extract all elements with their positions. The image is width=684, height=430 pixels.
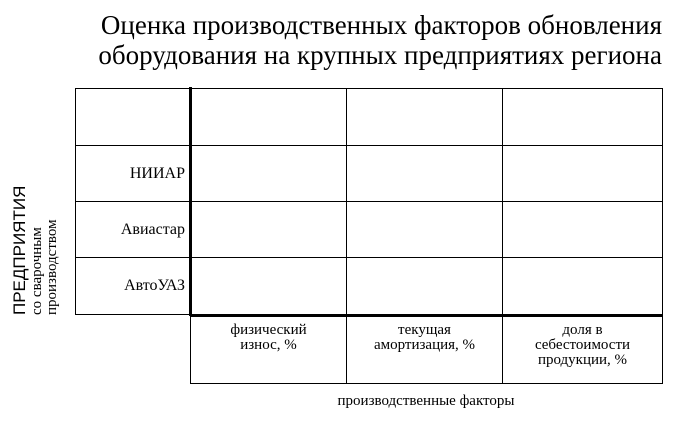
axis-divider-vertical (189, 87, 192, 316)
header-row (76, 89, 663, 146)
grid-cell (503, 89, 663, 146)
grid-cell (503, 258, 663, 315)
column-header-line: амортизация, % (373, 337, 476, 353)
grid-cell (191, 202, 347, 258)
y-axis-label (10, 75, 70, 315)
x-axis-label: производственные факторы (337, 393, 515, 409)
table-row (76, 202, 663, 258)
factor-grid (75, 88, 663, 315)
y-axis-sub-label-1: со сварочным (29, 227, 45, 315)
column-header-line: текущая (398, 322, 451, 338)
table-row (76, 258, 663, 315)
grid-cell (191, 89, 347, 146)
corner-cell (76, 89, 191, 146)
grid-cell (347, 202, 503, 258)
y-axis-main-label: ПРЕДПРИЯТИЯ (10, 185, 29, 315)
row-label-avtouaz: АвтоУАЗ (76, 258, 191, 315)
column-header-physical-wear (191, 316, 347, 384)
row-label-niiar: НИИАР (76, 146, 191, 202)
grid-cell (347, 89, 503, 146)
column-header-line: износ, % (240, 337, 297, 353)
grid-cell (347, 258, 503, 315)
row-label-aviastar: Авиастар (76, 202, 191, 258)
grid-cell (347, 146, 503, 202)
axis-divider-horizontal (190, 314, 662, 317)
column-header-cost-share (503, 316, 663, 384)
title-line-2: оборудования на крупных предприятиях региона (98, 40, 662, 70)
column-header-row (191, 316, 663, 384)
y-axis-sub-label-2: производством (44, 219, 60, 315)
grid-cell (503, 202, 663, 258)
column-header-line: доля в (562, 322, 603, 338)
grid-cell (191, 146, 347, 202)
page-title (98, 10, 662, 70)
column-header-line: продукции, % (537, 352, 628, 368)
column-header-line: себестоимости (534, 337, 631, 353)
grid-cell (191, 258, 347, 315)
column-header-line: физический (230, 322, 307, 338)
table-row (76, 146, 663, 202)
column-header-amortization (347, 316, 503, 384)
grid-cell (503, 146, 663, 202)
title-line-1: Оценка производственных факторов обновления (100, 10, 662, 40)
factor-columns (190, 315, 663, 384)
